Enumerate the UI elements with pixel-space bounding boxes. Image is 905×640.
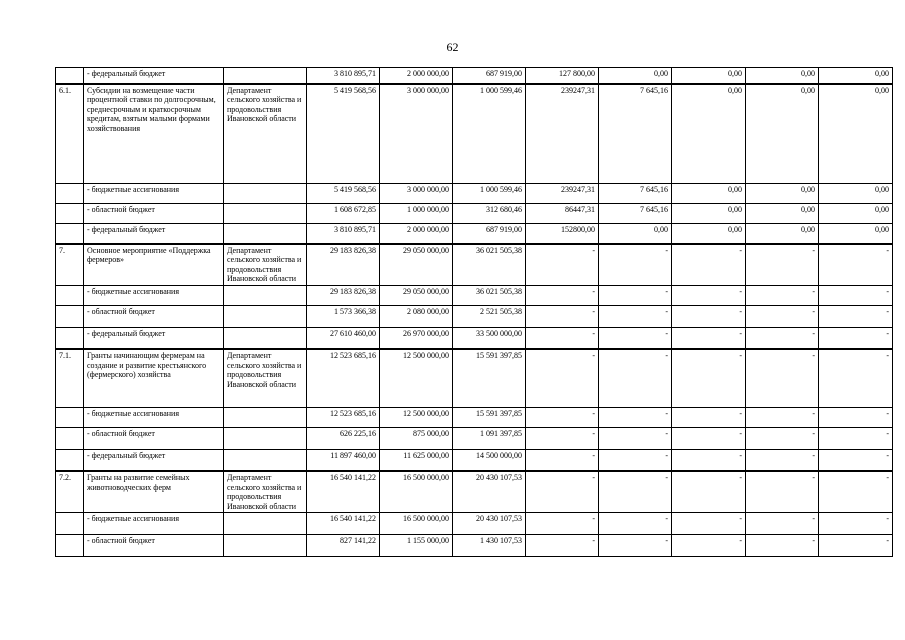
value-cell: 12 523 685,16 bbox=[307, 349, 380, 407]
row-executor bbox=[224, 285, 307, 305]
value-cell: 3 810 895,71 bbox=[307, 224, 380, 244]
value-cell: 0,00 bbox=[819, 84, 893, 184]
value-cell: - bbox=[599, 327, 672, 349]
row-code bbox=[56, 535, 84, 557]
row-executor bbox=[224, 449, 307, 471]
row-executor bbox=[224, 427, 307, 449]
value-cell: 7 645,16 bbox=[599, 184, 672, 204]
value-cell: 687 919,00 bbox=[453, 68, 526, 84]
value-cell: - bbox=[819, 535, 893, 557]
value-cell: 15 591 397,85 bbox=[453, 349, 526, 407]
value-cell: - bbox=[599, 285, 672, 305]
table-row bbox=[56, 224, 893, 244]
value-cell: 1 000 000,00 bbox=[380, 204, 453, 224]
value-cell: - bbox=[819, 427, 893, 449]
value-cell: 0,00 bbox=[746, 204, 819, 224]
value-cell: - bbox=[819, 513, 893, 535]
value-cell: 0,00 bbox=[672, 84, 746, 184]
value-cell: - bbox=[526, 244, 599, 286]
value-cell: 626 225,16 bbox=[307, 427, 380, 449]
value-cell: 0,00 bbox=[746, 84, 819, 184]
value-cell: - bbox=[672, 285, 746, 305]
value-cell: - bbox=[599, 305, 672, 327]
row-executor bbox=[224, 535, 307, 557]
value-cell: 7 645,16 bbox=[599, 84, 672, 184]
value-cell: 0,00 bbox=[819, 204, 893, 224]
table-row bbox=[56, 471, 893, 513]
row-code: 6.1. bbox=[56, 84, 84, 184]
value-cell: 127 800,00 bbox=[526, 68, 599, 84]
value-cell: - bbox=[819, 305, 893, 327]
page-number: 62 bbox=[446, 40, 459, 54]
value-cell: 239247,31 bbox=[526, 84, 599, 184]
value-cell: 16 500 000,00 bbox=[380, 471, 453, 513]
row-code bbox=[56, 68, 84, 84]
value-cell: 33 500 000,00 bbox=[453, 327, 526, 349]
row-executor bbox=[224, 513, 307, 535]
table-row bbox=[56, 305, 893, 327]
value-cell: 36 021 505,38 bbox=[453, 285, 526, 305]
row-code: 7. bbox=[56, 244, 84, 286]
table-row bbox=[56, 349, 893, 407]
value-cell: - bbox=[819, 327, 893, 349]
value-cell: 0,00 bbox=[599, 68, 672, 84]
row-code: 7.2. bbox=[56, 471, 84, 513]
value-cell: - bbox=[746, 305, 819, 327]
value-cell: 2 000 000,00 bbox=[380, 224, 453, 244]
value-cell: 1 430 107,53 bbox=[453, 535, 526, 557]
row-executor: Департамент сельского хозяйства и продовольствия Ивановской области bbox=[224, 349, 307, 407]
table-row bbox=[56, 535, 893, 557]
table-row bbox=[56, 68, 893, 84]
value-cell: - bbox=[599, 427, 672, 449]
value-cell: 0,00 bbox=[672, 224, 746, 244]
value-cell: 12 523 685,16 bbox=[307, 407, 380, 427]
row-executor bbox=[224, 327, 307, 349]
row-executor: Департамент сельского хозяйства и продовольствия Ивановской области bbox=[224, 244, 307, 286]
value-cell: 20 430 107,53 bbox=[453, 471, 526, 513]
value-cell: 0,00 bbox=[672, 68, 746, 84]
value-cell: 239247,31 bbox=[526, 184, 599, 204]
row-code bbox=[56, 305, 84, 327]
value-cell: 1 000 599,46 bbox=[453, 84, 526, 184]
row-name: - областной бюджет bbox=[84, 305, 224, 327]
value-cell: - bbox=[672, 244, 746, 286]
value-cell: - bbox=[599, 407, 672, 427]
row-name: - федеральный бюджет bbox=[84, 224, 224, 244]
value-cell: 16 540 141,22 bbox=[307, 513, 380, 535]
value-cell: - bbox=[672, 449, 746, 471]
value-cell: 29 050 000,00 bbox=[380, 244, 453, 286]
table-body bbox=[56, 68, 893, 557]
value-cell: 36 021 505,38 bbox=[453, 244, 526, 286]
value-cell: - bbox=[526, 449, 599, 471]
value-cell: - bbox=[746, 471, 819, 513]
value-cell: - bbox=[672, 407, 746, 427]
row-name: - областной бюджет bbox=[84, 535, 224, 557]
value-cell: 11 625 000,00 bbox=[380, 449, 453, 471]
value-cell: 827 141,22 bbox=[307, 535, 380, 557]
row-name: Основное мероприятие «Поддержка фермеров» bbox=[84, 244, 224, 286]
value-cell: 14 500 000,00 bbox=[453, 449, 526, 471]
row-executor bbox=[224, 407, 307, 427]
row-code bbox=[56, 449, 84, 471]
table-row bbox=[56, 513, 893, 535]
row-name: Гранты начинающим фермерам на создание и развитие крестьянского (фермерского) хозяйства bbox=[84, 349, 224, 407]
budget-table bbox=[55, 67, 893, 557]
value-cell: 26 970 000,00 bbox=[380, 327, 453, 349]
row-name: - федеральный бюджет bbox=[84, 327, 224, 349]
value-cell: - bbox=[599, 471, 672, 513]
value-cell: - bbox=[672, 471, 746, 513]
row-code bbox=[56, 224, 84, 244]
row-code bbox=[56, 407, 84, 427]
value-cell: 1 608 672,85 bbox=[307, 204, 380, 224]
value-cell: - bbox=[746, 244, 819, 286]
value-cell: 0,00 bbox=[672, 184, 746, 204]
row-executor bbox=[224, 184, 307, 204]
table-row bbox=[56, 407, 893, 427]
table-row bbox=[56, 449, 893, 471]
value-cell: - bbox=[746, 513, 819, 535]
row-code bbox=[56, 327, 84, 349]
value-cell: 687 919,00 bbox=[453, 224, 526, 244]
value-cell: - bbox=[526, 305, 599, 327]
value-cell: - bbox=[746, 349, 819, 407]
value-cell: 15 591 397,85 bbox=[453, 407, 526, 427]
row-name: - бюджетные ассигнования bbox=[84, 184, 224, 204]
value-cell: 0,00 bbox=[746, 224, 819, 244]
value-cell: 1 573 366,38 bbox=[307, 305, 380, 327]
value-cell: 29 183 826,38 bbox=[307, 285, 380, 305]
value-cell: - bbox=[599, 244, 672, 286]
value-cell: - bbox=[746, 535, 819, 557]
value-cell: - bbox=[526, 471, 599, 513]
value-cell: 11 897 460,00 bbox=[307, 449, 380, 471]
value-cell: - bbox=[746, 285, 819, 305]
value-cell: - bbox=[672, 535, 746, 557]
value-cell: - bbox=[599, 349, 672, 407]
row-executor: Департамент сельского хозяйства и продовольствия Ивановской области bbox=[224, 471, 307, 513]
value-cell: 3 810 895,71 bbox=[307, 68, 380, 84]
table-row bbox=[56, 204, 893, 224]
value-cell: 2 000 000,00 bbox=[380, 68, 453, 84]
value-cell: 29 183 826,38 bbox=[307, 244, 380, 286]
value-cell: - bbox=[526, 407, 599, 427]
row-name: - бюджетные ассигнования bbox=[84, 407, 224, 427]
row-name: - федеральный бюджет bbox=[84, 449, 224, 471]
value-cell: 27 610 460,00 bbox=[307, 327, 380, 349]
value-cell: - bbox=[526, 327, 599, 349]
value-cell: 12 500 000,00 bbox=[380, 407, 453, 427]
value-cell: - bbox=[526, 427, 599, 449]
table-row bbox=[56, 84, 893, 184]
row-executor bbox=[224, 204, 307, 224]
value-cell: 0,00 bbox=[819, 184, 893, 204]
value-cell: - bbox=[819, 244, 893, 286]
value-cell: - bbox=[746, 427, 819, 449]
value-cell: 0,00 bbox=[819, 224, 893, 244]
value-cell: - bbox=[599, 513, 672, 535]
value-cell: 5 419 568,56 bbox=[307, 84, 380, 184]
row-code bbox=[56, 204, 84, 224]
value-cell: 3 000 000,00 bbox=[380, 184, 453, 204]
value-cell: 0,00 bbox=[819, 68, 893, 84]
value-cell: 2 080 000,00 bbox=[380, 305, 453, 327]
row-executor bbox=[224, 68, 307, 84]
row-executor bbox=[224, 305, 307, 327]
value-cell: - bbox=[672, 349, 746, 407]
value-cell: 0,00 bbox=[599, 224, 672, 244]
value-cell: 86447,31 bbox=[526, 204, 599, 224]
value-cell: - bbox=[819, 407, 893, 427]
value-cell: 0,00 bbox=[746, 68, 819, 84]
table-row bbox=[56, 427, 893, 449]
value-cell: - bbox=[672, 305, 746, 327]
value-cell: 7 645,16 bbox=[599, 204, 672, 224]
value-cell: - bbox=[526, 513, 599, 535]
row-name: - областной бюджет bbox=[84, 427, 224, 449]
row-name: - бюджетные ассигнования bbox=[84, 285, 224, 305]
value-cell: 1 155 000,00 bbox=[380, 535, 453, 557]
value-cell: 152800,00 bbox=[526, 224, 599, 244]
value-cell: 29 050 000,00 bbox=[380, 285, 453, 305]
row-name: Субсидии на возмещение части процентной ставки по долгосрочным, среднесрочным и краткосрочным кредитам, взятым малыми формами хозяйствования bbox=[84, 84, 224, 184]
row-name: - федеральный бюджет bbox=[84, 68, 224, 84]
table-row bbox=[56, 285, 893, 305]
value-cell: 12 500 000,00 bbox=[380, 349, 453, 407]
row-executor: Департамент сельского хозяйства и продовольствия Ивановской области bbox=[224, 84, 307, 184]
table-row bbox=[56, 244, 893, 286]
table-row bbox=[56, 184, 893, 204]
value-cell: - bbox=[746, 407, 819, 427]
value-cell: 0,00 bbox=[746, 184, 819, 204]
row-executor bbox=[224, 224, 307, 244]
value-cell: 20 430 107,53 bbox=[453, 513, 526, 535]
value-cell: - bbox=[526, 349, 599, 407]
value-cell: 16 500 000,00 bbox=[380, 513, 453, 535]
value-cell: - bbox=[819, 471, 893, 513]
value-cell: 16 540 141,22 bbox=[307, 471, 380, 513]
value-cell: 2 521 505,38 bbox=[453, 305, 526, 327]
value-cell: - bbox=[819, 285, 893, 305]
row-code bbox=[56, 184, 84, 204]
value-cell: - bbox=[672, 327, 746, 349]
value-cell: 5 419 568,56 bbox=[307, 184, 380, 204]
value-cell: - bbox=[819, 349, 893, 407]
row-code bbox=[56, 513, 84, 535]
value-cell: - bbox=[672, 513, 746, 535]
row-name: - областной бюджет bbox=[84, 204, 224, 224]
value-cell: 1 000 599,46 bbox=[453, 184, 526, 204]
value-cell: - bbox=[746, 449, 819, 471]
value-cell: - bbox=[746, 327, 819, 349]
value-cell: 0,00 bbox=[672, 204, 746, 224]
row-code bbox=[56, 285, 84, 305]
row-code bbox=[56, 427, 84, 449]
value-cell: - bbox=[819, 449, 893, 471]
row-name: - бюджетные ассигнования bbox=[84, 513, 224, 535]
value-cell: 312 680,46 bbox=[453, 204, 526, 224]
row-code: 7.1. bbox=[56, 349, 84, 407]
value-cell: 875 000,00 bbox=[380, 427, 453, 449]
value-cell: - bbox=[599, 535, 672, 557]
value-cell: - bbox=[526, 535, 599, 557]
value-cell: 3 000 000,00 bbox=[380, 84, 453, 184]
value-cell: - bbox=[599, 449, 672, 471]
value-cell: 1 091 397,85 bbox=[453, 427, 526, 449]
value-cell: - bbox=[526, 285, 599, 305]
row-name: Гранты на развитие семейных животноводческих ферм bbox=[84, 471, 224, 513]
value-cell: - bbox=[672, 427, 746, 449]
table-row bbox=[56, 327, 893, 349]
